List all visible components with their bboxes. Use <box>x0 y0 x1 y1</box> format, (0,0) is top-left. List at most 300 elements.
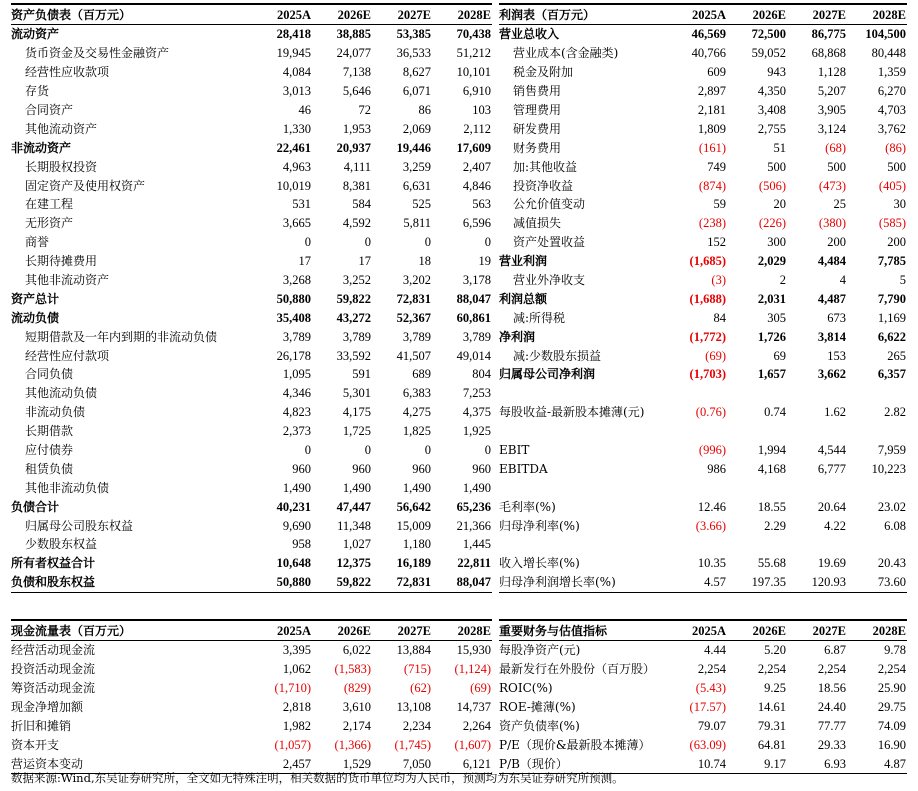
value-cell: 19,945 <box>276 46 311 61</box>
row-label <box>499 535 667 554</box>
row-label: ROIC(%) <box>499 681 553 696</box>
row-label: 筹资活动现金流 <box>11 681 96 696</box>
value-cell: 7,050 <box>372 754 432 773</box>
value-cell: 4,544 <box>817 443 846 458</box>
row-label: P/E（现价&最新股本摊薄） <box>499 737 651 752</box>
table-row <box>11 573 492 592</box>
value-cell: 7,959 <box>877 443 906 458</box>
row-label: 减值损失 <box>513 216 562 231</box>
table-row <box>499 535 907 554</box>
key_metrics-grid <box>499 619 907 774</box>
value-cell: 2,457 <box>252 754 312 773</box>
table-row <box>11 119 492 138</box>
value-cell: 10.35 <box>697 556 726 571</box>
table-row <box>499 573 907 592</box>
value-cell: 4,350 <box>757 84 786 99</box>
column-header: 2025A <box>667 4 727 25</box>
value-cell: 59 <box>713 197 726 212</box>
row-label: EBIT <box>499 443 530 458</box>
value-cell <box>667 422 727 441</box>
row-label: 无形资产 <box>25 216 74 231</box>
value-cell: 21,366 <box>456 518 491 533</box>
value-cell: 41,507 <box>396 348 431 363</box>
table-row <box>499 138 907 157</box>
value-cell: 1,490 <box>402 480 431 495</box>
table-row <box>499 478 907 497</box>
value-cell: 1,169 <box>877 310 906 325</box>
value-cell: 5,207 <box>817 84 846 99</box>
value-cell: 1,529 <box>312 754 372 773</box>
row-label: 利润总额 <box>499 291 548 306</box>
row-label: 应付债券 <box>25 443 74 458</box>
value-cell <box>727 535 787 554</box>
value-cell: 197.35 <box>727 573 787 592</box>
value-cell: 84 <box>713 310 726 325</box>
row-label: 资本开支 <box>11 737 60 752</box>
value-cell: 3,202 <box>402 273 431 288</box>
value-cell: 2,264 <box>462 719 491 733</box>
row-label: 管理费用 <box>513 103 562 117</box>
value-cell: (226) <box>758 216 786 231</box>
value-cell: 1,359 <box>877 65 906 80</box>
table-row <box>499 441 907 460</box>
table-row <box>11 679 492 698</box>
value-cell <box>667 384 727 403</box>
value-cell: 19.69 <box>817 556 846 571</box>
value-cell: 200 <box>827 235 846 250</box>
value-cell: 804 <box>472 367 491 382</box>
value-cell: 986 <box>707 461 726 476</box>
row-label: 研发费用 <box>513 121 562 136</box>
table-row <box>499 63 907 82</box>
value-cell: 68,868 <box>811 46 846 61</box>
value-cell: 591 <box>352 367 371 382</box>
value-cell: 72 <box>358 103 371 117</box>
table-row <box>11 478 492 497</box>
value-cell: 4.44 <box>704 643 726 658</box>
value-cell: (874) <box>698 178 726 193</box>
table-row <box>11 422 492 441</box>
table-row <box>11 327 492 346</box>
value-cell: 4.57 <box>667 573 727 592</box>
row-label: 归属母公司股东权益 <box>25 518 134 533</box>
value-cell: (1,703) <box>689 367 726 382</box>
table-title: 现金流量表（百万元） <box>11 620 252 641</box>
value-cell: 59,052 <box>751 46 786 61</box>
value-cell: 18.56 <box>817 681 846 696</box>
value-cell: 584 <box>352 197 371 212</box>
value-cell: 4,484 <box>817 254 846 269</box>
value-cell: 305 <box>767 310 786 325</box>
column-header: 2025A <box>252 4 312 25</box>
column-header: 2027E <box>372 4 432 25</box>
value-cell: 55.68 <box>757 556 786 571</box>
value-cell: (715) <box>403 662 431 677</box>
value-cell: (380) <box>818 216 846 231</box>
row-label: 营业成本(含金融类) <box>513 46 619 61</box>
value-cell: 73.60 <box>847 573 907 592</box>
value-cell: 79.31 <box>757 719 786 733</box>
value-cell: 3,662 <box>817 367 846 382</box>
value-cell: 8,627 <box>402 65 431 80</box>
value-cell: 525 <box>412 197 431 212</box>
table-row <box>11 195 492 214</box>
table-row <box>499 157 907 176</box>
value-cell: 52,367 <box>396 310 431 325</box>
value-cell <box>787 384 847 403</box>
value-cell: 2,181 <box>697 103 726 117</box>
column-header: 2026E <box>727 4 787 25</box>
value-cell: 20.43 <box>877 556 906 571</box>
column-header: 2026E <box>727 620 787 641</box>
value-cell: 25 <box>833 197 846 212</box>
value-cell: 29.75 <box>877 700 906 715</box>
value-cell: (3.66) <box>695 518 726 533</box>
value-cell: 2.82 <box>884 405 906 420</box>
row-label: 财务费用 <box>513 140 562 155</box>
row-label: 存货 <box>25 84 50 99</box>
value-cell: 36,533 <box>396 46 431 61</box>
value-cell: 51 <box>773 140 786 155</box>
value-cell: 7,138 <box>342 65 371 80</box>
header-row <box>11 4 492 25</box>
value-cell: (1,710) <box>274 681 311 696</box>
value-cell: 1,982 <box>282 719 311 733</box>
value-cell: 3,814 <box>817 329 846 344</box>
table-row <box>499 327 907 346</box>
value-cell <box>727 384 787 403</box>
row-label: 负债合计 <box>11 499 60 514</box>
table-row <box>11 271 492 290</box>
value-cell: 3,178 <box>462 273 491 288</box>
value-cell: 10,648 <box>276 556 311 571</box>
value-cell: 79.07 <box>697 719 726 733</box>
value-cell: 86 <box>418 103 431 117</box>
value-cell <box>727 422 787 441</box>
value-cell <box>847 478 907 497</box>
value-cell: 1,180 <box>402 537 431 552</box>
value-cell: 2.29 <box>764 518 786 533</box>
column-header: 2027E <box>787 620 847 641</box>
value-cell: 2,069 <box>402 121 431 136</box>
row-label: 其他流动负债 <box>25 386 98 401</box>
value-cell: (69) <box>470 681 491 696</box>
column-header: 2027E <box>787 4 847 25</box>
value-cell <box>847 384 907 403</box>
value-cell: 4,275 <box>402 405 431 420</box>
column-header: 2027E <box>372 620 432 641</box>
value-cell: 86,775 <box>811 27 846 42</box>
value-cell: 960 <box>472 461 491 476</box>
value-cell: 69 <box>773 348 786 363</box>
table-row <box>499 641 907 660</box>
value-cell: 0 <box>304 443 311 458</box>
value-cell: 24,077 <box>336 46 371 61</box>
value-cell: 72,831 <box>396 291 431 306</box>
value-cell: 2,031 <box>757 291 786 306</box>
column-header: 2026E <box>312 4 372 25</box>
value-cell: 46 <box>298 103 311 117</box>
value-cell: 2,254 <box>757 662 786 677</box>
value-cell: 1,490 <box>342 480 371 495</box>
table-row <box>11 535 492 554</box>
table-row <box>499 308 907 327</box>
table-row <box>11 289 492 308</box>
table-row <box>11 308 492 327</box>
table-row <box>11 101 492 120</box>
table-row <box>499 82 907 101</box>
key-metrics-table <box>499 619 907 774</box>
row-label: 在建工程 <box>25 197 74 212</box>
value-cell: 4,703 <box>877 103 906 117</box>
value-cell: 22,811 <box>457 556 491 571</box>
value-cell: 1,726 <box>757 329 786 344</box>
value-cell: 20,937 <box>336 140 371 155</box>
value-cell: 5,301 <box>342 386 371 401</box>
row-label: 负债和股东权益 <box>11 573 252 592</box>
table-row <box>11 82 492 101</box>
value-cell: 88,047 <box>432 573 492 592</box>
value-cell: 1,490 <box>282 480 311 495</box>
value-cell: (161) <box>698 140 726 155</box>
value-cell: 958 <box>292 537 311 552</box>
table-row <box>11 554 492 573</box>
value-cell: (62) <box>410 681 431 696</box>
table-row <box>499 698 907 717</box>
value-cell: 4,175 <box>342 405 371 420</box>
value-cell: 0 <box>304 235 311 250</box>
value-cell: 0.74 <box>764 405 786 420</box>
row-label: 营业利润 <box>499 254 548 269</box>
value-cell: 2,112 <box>463 121 491 136</box>
cash-flow-table <box>11 619 492 774</box>
value-cell: 4,168 <box>757 461 786 476</box>
value-cell: 14,737 <box>456 700 491 715</box>
value-cell: 23.02 <box>877 499 906 514</box>
value-cell: 56,642 <box>396 499 431 514</box>
value-cell: 20 <box>773 197 786 212</box>
value-cell: 749 <box>707 159 726 174</box>
row-label: 短期借款及一年内到期的非流动负债 <box>25 329 218 344</box>
value-cell: 3,905 <box>817 103 846 117</box>
value-cell: 3,789 <box>282 329 311 344</box>
value-cell: 1,445 <box>462 537 491 552</box>
value-cell: (829) <box>343 681 371 696</box>
value-cell: 29.33 <box>817 737 846 752</box>
value-cell: 26,178 <box>276 348 311 363</box>
value-cell: (3) <box>711 273 726 288</box>
table-row <box>11 176 492 195</box>
value-cell: 4,846 <box>462 178 491 193</box>
footnote: 数据来源:Wind,东吴证券研究所，全文如无特殊注明，相关数据的货币单位均为人民币，预测均为东吴证券研究所预测。 <box>11 771 624 785</box>
value-cell: 5 <box>899 273 906 288</box>
value-cell: 6,357 <box>877 367 906 382</box>
value-cell: 200 <box>887 235 906 250</box>
row-label: 资产处置收益 <box>513 235 586 250</box>
value-cell: 60,861 <box>456 310 491 325</box>
value-cell: 10,019 <box>276 178 311 193</box>
value-cell: 2,407 <box>462 159 491 174</box>
value-cell: 0 <box>484 235 491 250</box>
value-cell: 0 <box>424 235 431 250</box>
value-cell: 25.90 <box>877 681 906 696</box>
value-cell: 3,013 <box>282 84 311 99</box>
table-row <box>11 717 492 736</box>
value-cell: 4,963 <box>282 159 311 174</box>
value-cell: 6,383 <box>402 386 431 401</box>
value-cell: 5,646 <box>342 84 371 99</box>
row-label: 合同资产 <box>25 103 74 117</box>
value-cell: 6,071 <box>402 84 431 99</box>
table-row <box>499 289 907 308</box>
value-cell: (585) <box>878 216 906 231</box>
table-row <box>11 44 492 63</box>
value-cell: 2,254 <box>697 662 726 677</box>
value-cell: 77.77 <box>817 719 846 733</box>
table-row <box>499 554 907 573</box>
table-row <box>499 403 907 422</box>
row-label: 每股收益-最新股本摊薄(元) <box>499 405 645 420</box>
value-cell: 6,777 <box>817 461 846 476</box>
value-cell: 960 <box>292 461 311 476</box>
header-row <box>499 4 907 25</box>
value-cell <box>667 478 727 497</box>
value-cell: (1,583) <box>334 662 371 677</box>
table-row <box>11 384 492 403</box>
table-row <box>499 497 907 516</box>
balance-sheet-table <box>11 3 492 593</box>
value-cell: (5.43) <box>695 681 726 696</box>
value-cell: 1,725 <box>342 424 371 439</box>
value-cell: 7,253 <box>462 386 491 401</box>
value-cell: 4,487 <box>817 291 846 306</box>
value-cell: 4,111 <box>343 159 371 174</box>
row-label: 合同负债 <box>25 367 74 382</box>
value-cell: 33,592 <box>336 348 371 363</box>
value-cell: 38,885 <box>336 27 371 42</box>
table-row <box>11 698 492 717</box>
row-label: 其他非流动资产 <box>25 273 110 288</box>
table-row <box>499 44 907 63</box>
value-cell: 0 <box>484 443 491 458</box>
value-cell <box>727 478 787 497</box>
value-cell: 24.40 <box>817 700 846 715</box>
value-cell: 3,762 <box>877 121 906 136</box>
value-cell <box>787 422 847 441</box>
table-row <box>11 214 492 233</box>
header-row <box>11 620 492 641</box>
value-cell: 1,128 <box>817 65 846 80</box>
value-cell: 7,785 <box>877 254 906 269</box>
table-row <box>11 516 492 535</box>
row-label: 投资净收益 <box>513 178 574 193</box>
cash_flow-grid <box>11 619 492 774</box>
row-label: 货币资金及交易性金融资产 <box>25 46 170 61</box>
row-label: 经营性应付款项 <box>25 348 110 363</box>
value-cell: 300 <box>767 235 786 250</box>
value-cell: 46,569 <box>691 27 726 42</box>
table-row <box>11 138 492 157</box>
value-cell: 11,348 <box>337 518 371 533</box>
row-label: 商誉 <box>25 235 50 250</box>
row-label: 资产负债率(%) <box>499 719 580 733</box>
value-cell: 43,272 <box>336 310 371 325</box>
balance_sheet-grid <box>11 3 492 593</box>
value-cell: 17,609 <box>456 140 491 155</box>
row-label: 减:少数股东损益 <box>513 348 602 363</box>
value-cell: 3,268 <box>282 273 311 288</box>
value-cell: 53,385 <box>396 27 431 42</box>
value-cell: 4.22 <box>824 518 846 533</box>
value-cell <box>787 478 847 497</box>
table-row <box>11 641 492 660</box>
row-label: 营运资本变动 <box>11 754 252 773</box>
value-cell: 3,252 <box>342 273 371 288</box>
row-label: 现金净增加额 <box>11 700 84 715</box>
row-label: 加:其他收益 <box>513 159 578 174</box>
row-label <box>499 478 667 497</box>
value-cell: 2,174 <box>342 719 371 733</box>
table-row <box>499 679 907 698</box>
value-cell: 6,121 <box>432 754 492 773</box>
value-cell: 2,254 <box>817 662 846 677</box>
value-cell: 0 <box>364 235 371 250</box>
value-cell: 12,375 <box>336 556 371 571</box>
value-cell: 2,755 <box>757 121 786 136</box>
value-cell: 689 <box>412 367 431 382</box>
table-row <box>499 384 907 403</box>
header-row <box>499 620 907 641</box>
row-label: 非流动负债 <box>25 405 86 420</box>
value-cell: 59,822 <box>336 291 371 306</box>
column-header: 2028E <box>847 4 907 25</box>
value-cell: (68) <box>825 140 846 155</box>
table-row <box>499 214 907 233</box>
row-label: 经营性应收款项 <box>25 65 110 80</box>
table-row <box>11 63 492 82</box>
row-label: ROE-摊薄(%) <box>499 700 576 715</box>
value-cell: 4,375 <box>462 405 491 420</box>
table-row <box>499 271 907 290</box>
value-cell: (17.57) <box>689 700 726 715</box>
value-cell: 50,880 <box>252 573 312 592</box>
value-cell: 6.87 <box>824 643 846 658</box>
row-label: 经营活动现金流 <box>11 643 96 658</box>
value-cell: 17 <box>298 254 311 269</box>
table-row <box>499 195 907 214</box>
value-cell: 3,665 <box>282 216 311 231</box>
row-label: 所有者权益合计 <box>11 556 96 571</box>
value-cell: 3,408 <box>757 103 786 117</box>
value-cell: 4 <box>839 273 846 288</box>
value-cell: 18.55 <box>757 499 786 514</box>
value-cell: 9.78 <box>884 643 906 658</box>
income_statement-grid <box>499 3 907 593</box>
value-cell <box>787 535 847 554</box>
value-cell: 10.74 <box>667 754 727 773</box>
value-cell: (996) <box>698 443 726 458</box>
table-row <box>499 101 907 120</box>
row-label: 其他非流动负债 <box>25 480 110 495</box>
value-cell: 10,223 <box>871 461 906 476</box>
value-cell: 2,897 <box>697 84 726 99</box>
value-cell: 6,022 <box>342 643 371 658</box>
table-row <box>499 119 907 138</box>
table-row <box>499 717 907 736</box>
value-cell: 673 <box>827 310 846 325</box>
value-cell: 18 <box>418 254 431 269</box>
value-cell: 1,330 <box>282 121 311 136</box>
